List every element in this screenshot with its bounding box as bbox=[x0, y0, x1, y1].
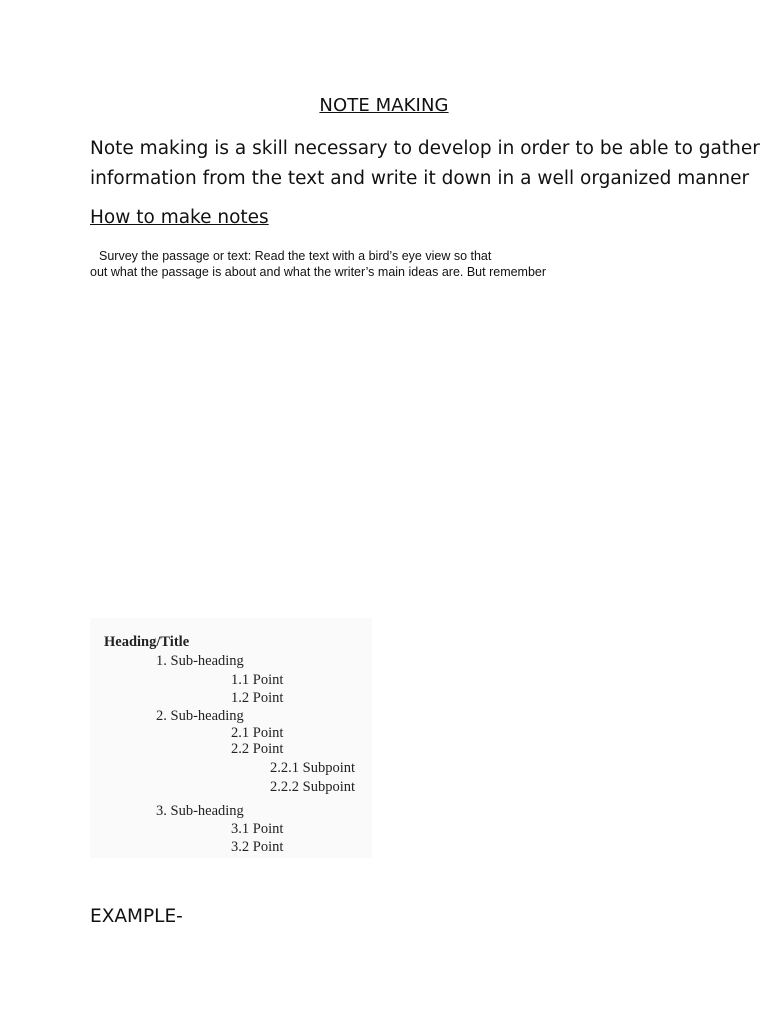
outline-subheading: 2. Sub-heading bbox=[156, 708, 244, 724]
intro-line: Note making is a skill necessary to develop in order to be able to gather bbox=[90, 138, 760, 159]
outline-figure bbox=[90, 618, 372, 858]
survey-paragraph bbox=[90, 248, 546, 280]
outline-point: 2.2 Point bbox=[231, 741, 284, 757]
page-title: NOTE MAKING bbox=[319, 95, 449, 116]
outline-subheading: 1. Sub-heading bbox=[156, 653, 244, 669]
outline-point: 1.2 Point bbox=[231, 690, 284, 706]
section-heading-how-to-make-notes: How to make notes bbox=[90, 207, 269, 228]
intro-line: information from the text and write it down in a well organized manner bbox=[90, 168, 750, 189]
outline-point: 2.1 Point bbox=[231, 725, 284, 741]
outline-point: 1.1 Point bbox=[231, 672, 284, 688]
outline-point: 3.2 Point bbox=[231, 839, 284, 855]
intro-paragraph bbox=[90, 134, 760, 194]
body-line: out what the passage is about and what the writer’s main ideas are. But remember bbox=[90, 265, 547, 279]
outline-subpoint: 2.2.2 Subpoint bbox=[270, 779, 355, 795]
body-line: Survey the passage or text: Read the text with a bird’s eye view so that bbox=[99, 249, 492, 263]
outline-point: 3.1 Point bbox=[231, 821, 284, 837]
outline-subheading: 3. Sub-heading bbox=[156, 803, 244, 819]
outline-heading: Heading/Title bbox=[104, 634, 190, 650]
example-heading: EXAMPLE- bbox=[90, 906, 183, 927]
outline-subpoint: 2.2.1 Subpoint bbox=[270, 760, 355, 776]
